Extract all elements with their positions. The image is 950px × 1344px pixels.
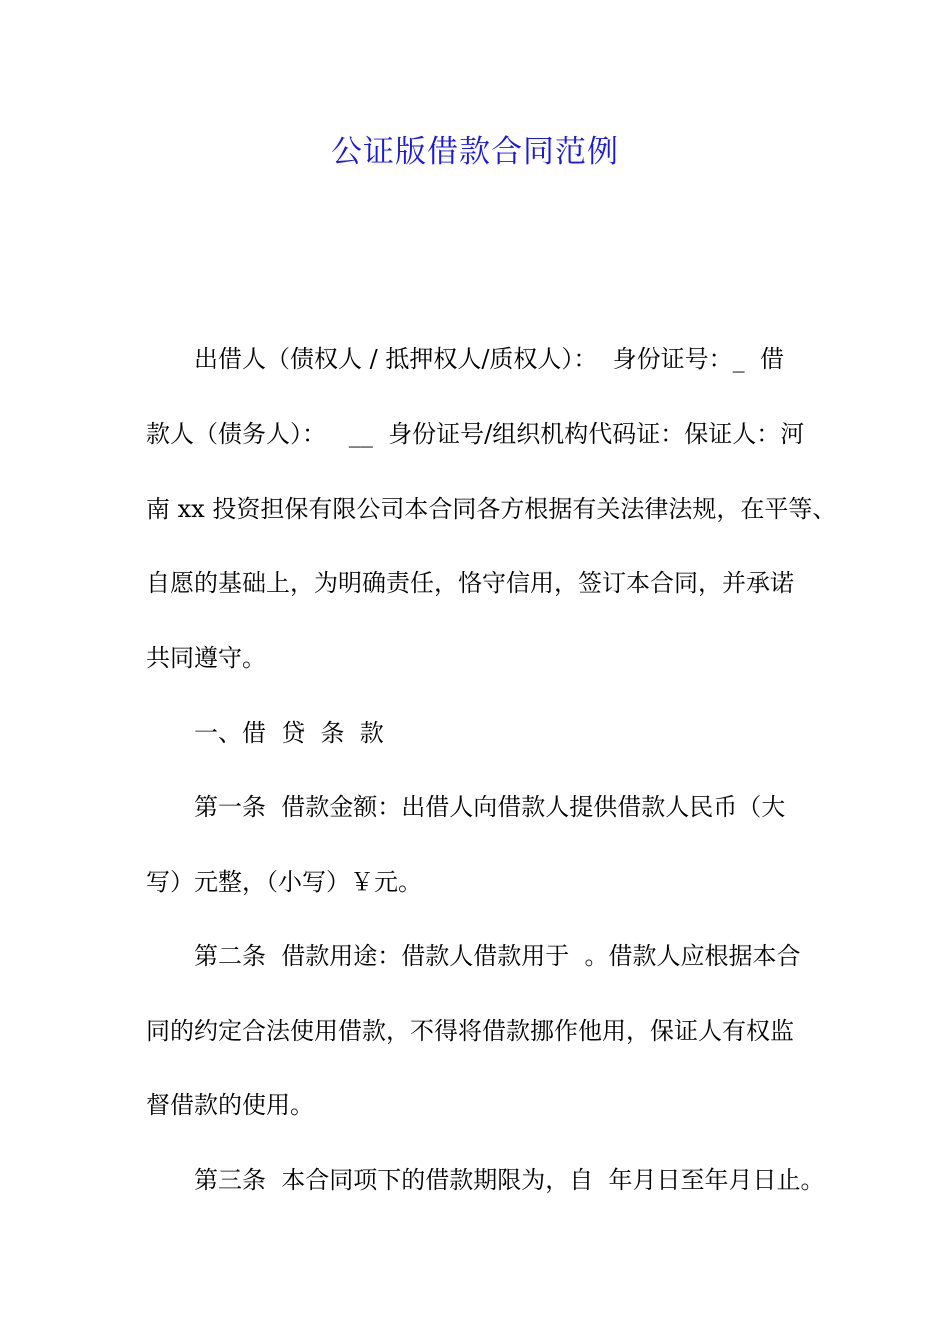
paragraph-line: 南 xx 投资担保有限公司本合同各方根据有关法律法规，在平等、 — [146, 495, 837, 523]
paragraph-line: 自愿的基础上，为明确责任，恪守信用，签订本合同，并承诺 — [146, 569, 794, 597]
article-one-line: 写）元整，（小写）￥元。 — [146, 868, 422, 896]
paragraph-line: 共同遵守。 — [146, 644, 266, 672]
article-two-line: 督借款的使用。 — [146, 1091, 314, 1119]
article-two-line: 第二条 借款用途：借款人借款用于 。借款人应根据本合 — [194, 942, 801, 970]
document-title: 公证版借款合同范例 — [331, 134, 619, 170]
paragraph-line: 出借人（债权人 / 抵押权人/质权人）： 身份证号：_ 借 — [194, 345, 784, 373]
paragraph-line: 款人（债务人）： __ 身份证号/组织机构代码证：保证人：河 — [146, 420, 805, 448]
article-one-line: 第一条 借款金额：出借人向借款人提供借款人民币（大 — [194, 793, 786, 821]
article-two-line: 同的约定合法使用借款，不得将借款挪作他用，保证人有权监 — [146, 1017, 794, 1045]
article-three-line: 第三条 本合同项下的借款期限为，自 年月日至年月日止。 — [194, 1166, 825, 1194]
section-heading: 一、借 贷 条 款 — [194, 719, 384, 747]
